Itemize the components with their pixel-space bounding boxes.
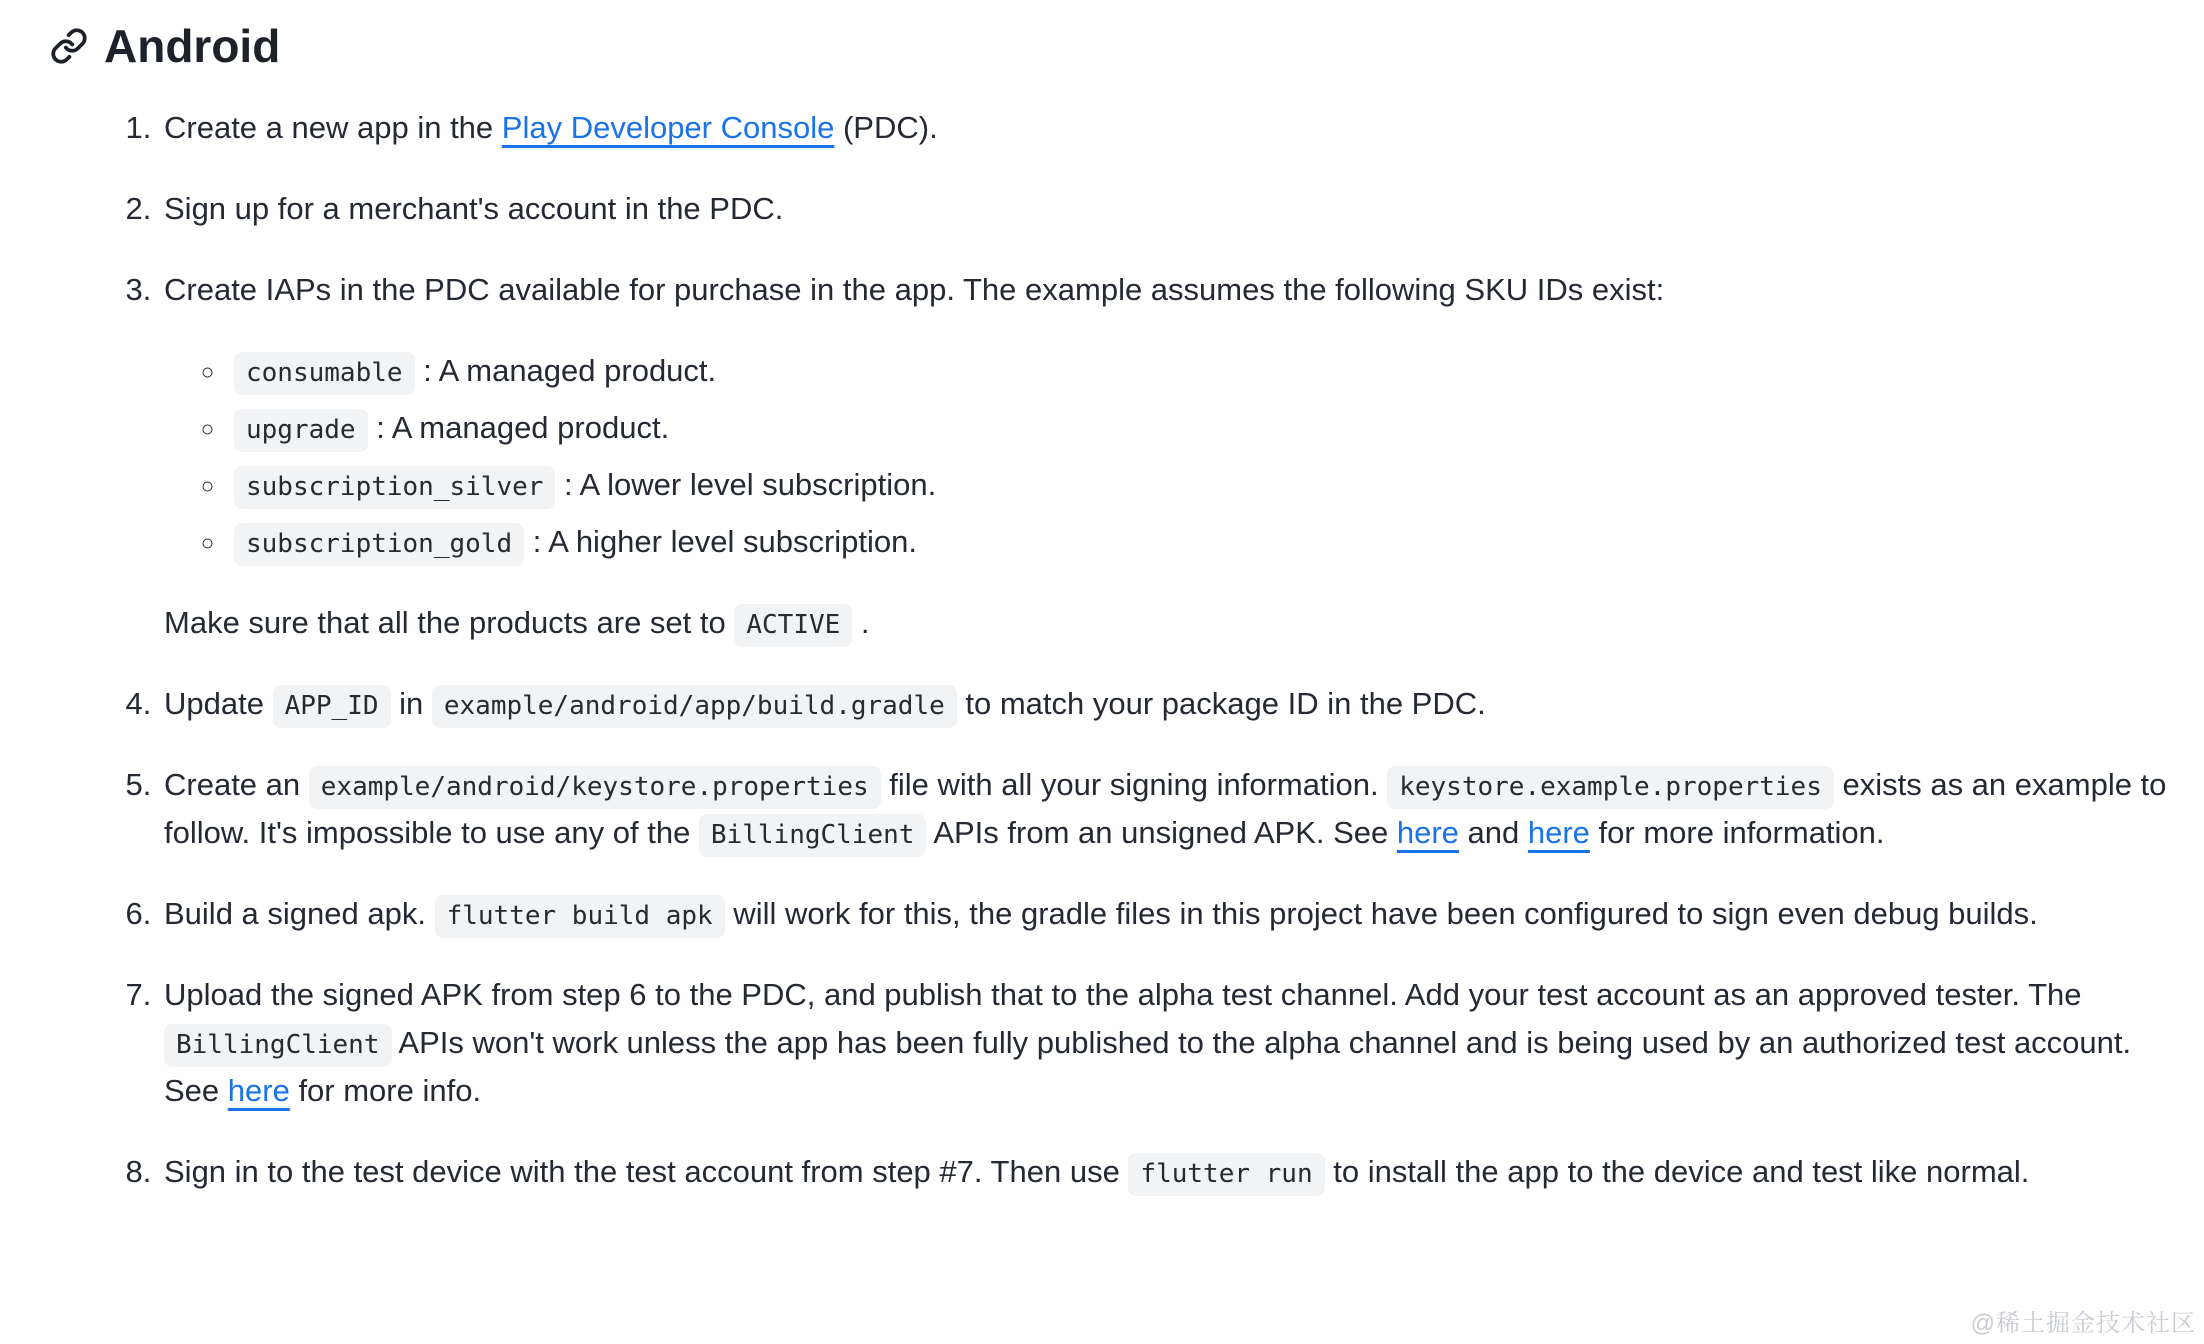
- step-item: [160, 761, 2190, 857]
- step-text: [164, 680, 2190, 728]
- text-run: APIs from an unsigned APK. See: [926, 815, 1397, 850]
- step-text: [164, 266, 2190, 314]
- inline-code: ACTIVE: [734, 604, 852, 647]
- text-run: Update: [164, 686, 273, 721]
- text-run: : A managed product.: [367, 410, 670, 445]
- text-run: exists as an example to follow. It's impossible to use any of the: [164, 767, 2167, 850]
- inline-code: consumable: [234, 352, 415, 395]
- step-item: [160, 680, 2190, 728]
- heading-anchor-link-icon[interactable]: [50, 27, 88, 65]
- sku-item: [228, 518, 2190, 566]
- text-run: for more information.: [1589, 815, 1885, 850]
- inline-code: flutter run: [1128, 1153, 1324, 1196]
- text-run: Make sure that all the products are set to: [164, 605, 735, 640]
- step-note: [164, 599, 2190, 647]
- inline-code: APP_ID: [273, 685, 391, 728]
- step-text: [164, 971, 2190, 1115]
- text-run: : A managed product.: [414, 353, 717, 388]
- text-run: Create an: [164, 767, 309, 802]
- step-text: [164, 1148, 2190, 1196]
- text-run: in: [390, 686, 432, 721]
- text-run: will work for this, the gradle files in this project have been configured to sign even debug builds.: [724, 896, 2038, 931]
- text-run: Create a new app in the: [164, 110, 502, 145]
- inline-code: upgrade: [234, 409, 368, 452]
- text-run: Sign up for a merchant's account in the PDC.: [164, 191, 784, 226]
- inline-code: keystore.example.properties: [1387, 766, 1834, 809]
- text-run: : A higher level subscription.: [524, 524, 917, 559]
- step-text: [164, 185, 2190, 233]
- text-link[interactable]: here: [1527, 815, 1590, 850]
- text-run: for more info.: [289, 1073, 482, 1108]
- text-run: to match your package ID in the PDC.: [956, 686, 1486, 721]
- steps-list: [50, 104, 2190, 1196]
- step-item: [160, 185, 2190, 233]
- text-run: file with all your signing information.: [880, 767, 1388, 802]
- inline-code: BillingClient: [164, 1024, 392, 1067]
- inline-code: flutter build apk: [435, 895, 725, 938]
- inline-code: BillingClient: [699, 814, 927, 857]
- sku-item: [228, 461, 2190, 509]
- inline-code: subscription_gold: [234, 523, 524, 566]
- section-heading-text: Android: [104, 20, 281, 72]
- step-item: [160, 1148, 2190, 1196]
- text-run: APIs won't work unless the app has been fully published to the alpha channel and is being used by an authorized test account. See: [164, 1025, 2132, 1108]
- text-link[interactable]: Play Developer Console: [501, 110, 835, 145]
- text-run: : A lower level subscription.: [555, 467, 937, 502]
- text-link[interactable]: here: [227, 1073, 290, 1108]
- step-item: [160, 890, 2190, 938]
- watermark: @稀土掘金技术社区: [1970, 1310, 2196, 1337]
- step-item: [160, 266, 2190, 647]
- step-text: [164, 761, 2190, 857]
- sku-list: [164, 347, 2190, 566]
- text-run: .: [852, 605, 870, 640]
- sku-item: [228, 347, 2190, 395]
- text-run: and: [1458, 815, 1528, 850]
- step-text: [164, 890, 2190, 938]
- step-text: [164, 104, 2190, 152]
- text-run: Sign in to the test device with the test account from step #7. Then use: [164, 1154, 1129, 1189]
- sku-item: [228, 404, 2190, 452]
- section-heading: [50, 18, 2190, 74]
- text-run: Build a signed apk.: [164, 896, 435, 931]
- text-run: Create IAPs in the PDC available for purchase in the app. The example assumes the following SKU IDs exist:: [164, 272, 1665, 307]
- inline-code: example/android/keystore.properties: [309, 766, 881, 809]
- inline-code: subscription_silver: [234, 466, 555, 509]
- text-run: (PDC).: [834, 110, 938, 145]
- text-run: to install the app to the device and test like normal.: [1324, 1154, 2030, 1189]
- text-link[interactable]: here: [1396, 815, 1459, 850]
- text-run: Upload the signed APK from step 6 to the PDC, and publish that to the alpha test channel. Add your test account as an approved tester. The: [164, 977, 2082, 1012]
- inline-code: example/android/app/build.gradle: [432, 685, 957, 728]
- step-item: [160, 104, 2190, 152]
- step-item: [160, 971, 2190, 1115]
